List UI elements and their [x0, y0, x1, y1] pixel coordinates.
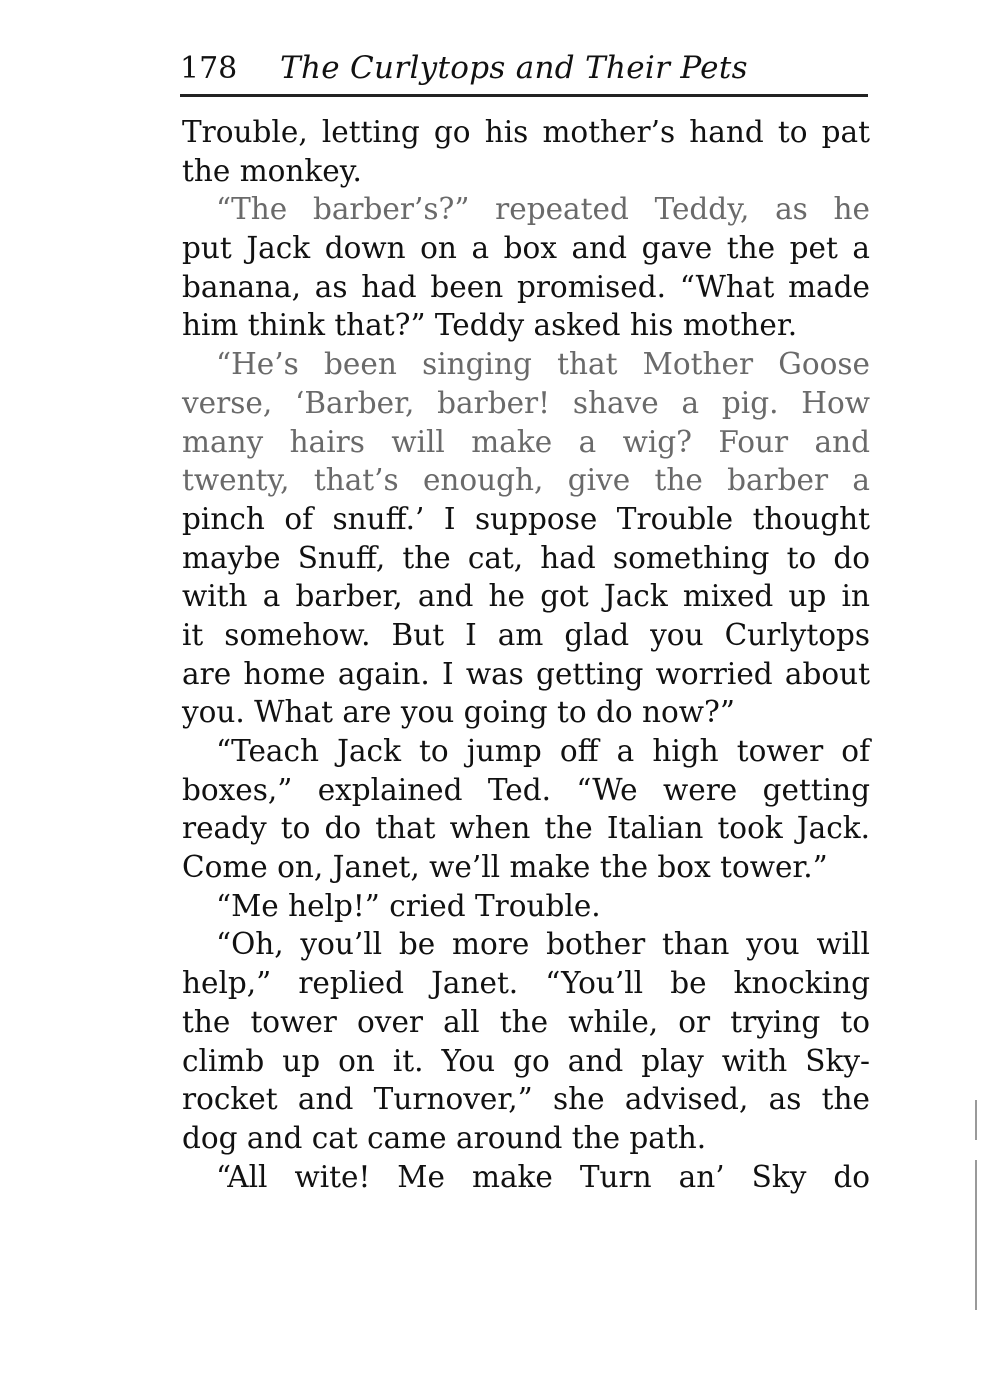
text-line: rocket and Turnover,” she advised, as the	[182, 1082, 870, 1117]
scan-speck	[975, 1100, 977, 1140]
header-rule	[180, 94, 868, 97]
text-line: “He’s been singing that Mother Goose	[216, 347, 870, 382]
text-line: verse, ‘Barber, barber! shave a pig. How	[182, 385, 870, 420]
text-line: you. What are you going to do now?”	[182, 695, 735, 730]
page-header	[180, 50, 870, 90]
text-line: many hairs will make a wig? Four and	[182, 424, 870, 459]
text-line: maybe Snuff, the cat, had something to do	[182, 540, 870, 575]
text-line: the tower over all the while, or trying to	[182, 1004, 870, 1039]
text-line: put Jack down on a box and gave the pet a	[182, 231, 870, 266]
text-line: help,” replied Janet. “You’ll be knocking	[182, 966, 870, 1001]
text-line: “Oh, you’ll be more bother than you will	[216, 927, 870, 962]
text-line: “All wite! Me make Turn an’ Sky do	[216, 1159, 870, 1194]
text-line: it somehow. But I am glad you Curlytops	[182, 617, 870, 652]
text-line: “The barber’s?” repeated Teddy, as he	[216, 192, 870, 227]
text-line: “Teach Jack to jump off a high tower of	[216, 734, 870, 768]
text-line: twenty, that’s enough, give the barber a	[182, 463, 870, 498]
text-line: the monkey.	[182, 153, 362, 188]
body-text	[182, 113, 870, 1196]
text-line: banana, as had been promised. “What made	[182, 269, 870, 304]
text-line: Trouble, letting go his mother’s hand to pat	[182, 115, 870, 149]
text-line: dog and cat came around the path.	[182, 1120, 707, 1155]
text-line: are home again. I was getting worried about	[182, 656, 870, 691]
text-line: with a barber, and he got Jack mixed up in	[182, 579, 870, 614]
text-line: him think that?” Teddy asked his mother.	[182, 308, 798, 343]
running-title: The Curlytops and Their Pets	[280, 50, 748, 86]
page-number: 178	[180, 51, 238, 86]
text-line: “Me help!” cried Trouble.	[216, 888, 601, 923]
text-line: boxes,” explained Ted. “We were getting	[182, 772, 870, 807]
text-line: ready to do that when the Italian took Jack.	[182, 811, 870, 846]
scan-speck	[975, 1160, 977, 1310]
text-line: climb up on it. You go and play with Sky-	[182, 1043, 870, 1078]
text-line: pinch of snuff.’ I suppose Trouble thought	[182, 501, 870, 536]
text-line: Come on, Janet, we’ll make the box tower.”	[182, 850, 828, 885]
